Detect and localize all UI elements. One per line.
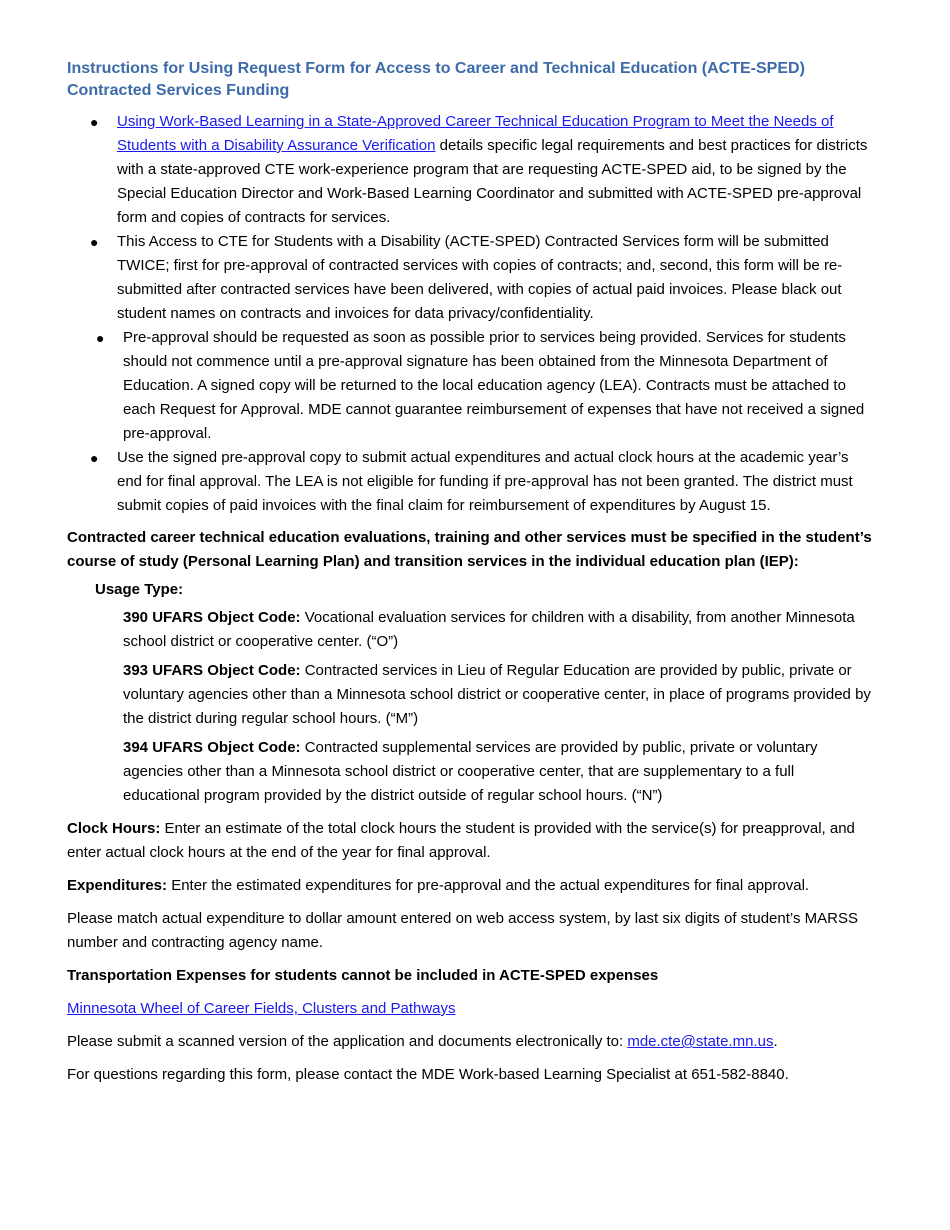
wheel-paragraph: [67, 997, 874, 1021]
expenditures-text: Enter the estimated expenditures for pre-approval and the actual expenditures for final approval.: [167, 877, 810, 894]
career-wheel-link[interactable]: Minnesota Wheel of Career Fields, Clusters and Pathways: [67, 1000, 456, 1017]
list-item: [67, 110, 874, 230]
code-390: [123, 606, 874, 654]
code-394-text: Contracted supplemental services are provided by public, private or voluntary agencies other than a Minnesota school district or cooperative center, that are supplementary to a full educational program provided by the district outside of regular school hours. (“N”): [123, 739, 818, 804]
code-393-label: 393 UFARS Object Code:: [123, 662, 301, 679]
submit-text: Please submit a scanned version of the application and documents electronically to:: [67, 1033, 628, 1050]
bullet-icon: ●: [90, 450, 99, 466]
submit-end: .: [773, 1033, 778, 1050]
code-390-label: 390 UFARS Object Code:: [123, 609, 301, 626]
bullet-icon: ●: [90, 234, 99, 250]
clock-hours-text: Enter an estimate of the total clock hours the student is provided with the service(s) for preapproval, and enter actual clock hours at the end of the year for final approval.: [67, 820, 855, 861]
code-394: [123, 736, 874, 808]
list-item-text: This Access to CTE for Students with a Disability (ACTE-SPED) Contracted Services form will be submitted TWICE; first for pre-approval of contracted services with copies of contracts; and, second, this form will be re-submitted after contracted services have been delivered, with copies of actual paid invoices. Please black out student names on contracts and invoices for data privacy/confidentiality.: [117, 233, 843, 322]
list-item-text: Pre-approval should be requested as soon as possible prior to services being provided. Services for students should not commence until a pre-approval signature has been obtained from the Minnesota Department of Education. A signed copy will be returned to the local education agency (LEA). Contracts must be attached to each Request for Approval. MDE cannot guarantee reimbursement of expenses that have not received a signed pre-approval.: [123, 329, 865, 442]
bullet-icon: ●: [90, 114, 99, 130]
list-item: [67, 326, 874, 446]
instructions-list: [67, 110, 874, 518]
submit-paragraph: [67, 1030, 874, 1054]
expenditures-label: Expenditures:: [67, 877, 168, 894]
email-link[interactable]: mde.cte@state.mn.us: [627, 1033, 774, 1050]
clock-hours-paragraph: [67, 817, 874, 865]
code-393: [123, 659, 874, 731]
list-item: [67, 446, 874, 518]
list-item: [67, 230, 874, 326]
transportation-note: Transportation Expenses for students cannot be included in ACTE-SPED expenses: [67, 967, 659, 984]
title-line-1: Instructions for Using Request Form for Access to Career and Technical Education (ACTE-SPED): [67, 60, 805, 77]
usage-type-heading: Usage Type:: [95, 581, 184, 598]
bullet-icon: ●: [96, 330, 105, 346]
list-item-text: details specific legal requirements and best practices for districts with a state-approved CTE work-experience program that are requesting ACTE-SPED aid, to be signed by the Special Education Director and Work-Based Learning Coordinator and submitted with ACTE-SPED pre-approval form and copies of contracts for services.: [117, 137, 868, 226]
assurance-verification-link[interactable]: Using Work-Based Learning in a State-Approved Career Technical Education Program to Meet the Needs of Students with a Disability Assurance Verification: [117, 113, 834, 154]
page-title: [67, 58, 874, 102]
code-390-text: Vocational evaluation services for children with a disability, from another Minnesota school district or cooperative center. (“O”): [123, 609, 855, 650]
questions-paragraph: For questions regarding this form, please contact the MDE Work-based Learning Specialist at 651-582-8840.: [67, 1066, 789, 1083]
list-item-text: Use the signed pre-approval copy to submit actual expenditures and actual clock hours at the academic year’s end for final approval. The LEA is not eligible for funding if pre-approval has not been granted. The district must submit copies of paid invoices with the final claim for reimbursement of expenditures by August 15.: [117, 449, 853, 514]
match-note: Please match actual expenditure to dollar amount entered on web access system, by last six digits of student’s MARSS number and contracting agency name.: [67, 910, 858, 951]
clock-hours-label: Clock Hours:: [67, 820, 161, 837]
code-393-text: Contracted services in Lieu of Regular Education are provided by public, private or voluntary agencies other than a Minnesota school district or cooperative center, in place of programs provided by the district during regular school hours. (“M”): [123, 662, 871, 727]
expenditures-paragraph: [67, 874, 874, 898]
code-394-label: 394 UFARS Object Code:: [123, 739, 301, 756]
title-line-2: Contracted Services Funding: [67, 82, 290, 99]
course-of-study-note: Contracted career technical education evaluations, training and other services must be specified in the student’s course of study (Personal Learning Plan) and transition services in the individual education plan (IEP):: [67, 529, 872, 570]
